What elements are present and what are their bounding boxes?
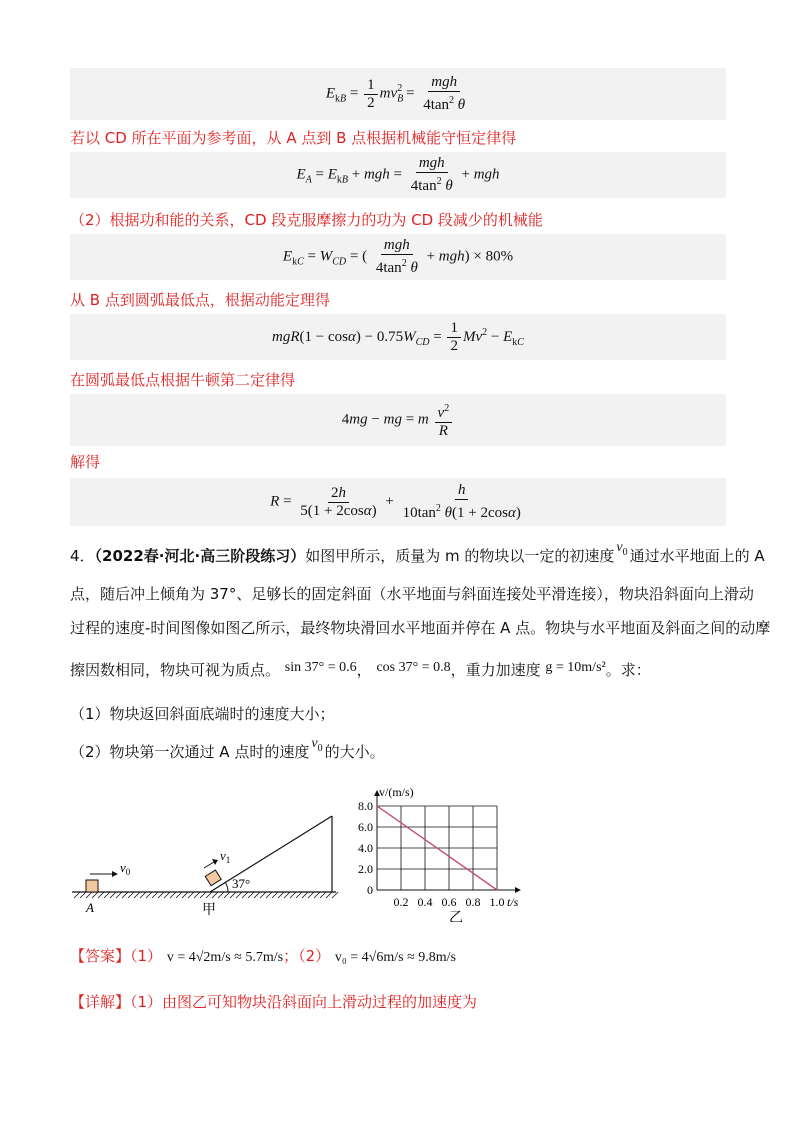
figure-jia bbox=[70, 800, 350, 920]
answer-line bbox=[70, 946, 750, 968]
problem-number: 4． bbox=[70, 547, 95, 565]
problem-text-1b: 通过水平地面上的 A bbox=[629, 547, 765, 565]
v0-label: $v_0$ bbox=[120, 860, 131, 877]
detail-tag: 【详解】 bbox=[70, 993, 131, 1011]
answer-tag: 【答案】 bbox=[70, 947, 131, 965]
x-axis-arrow bbox=[515, 887, 521, 893]
y-tick-label: 2.0 bbox=[358, 862, 373, 876]
x-tick-label: 0.4 bbox=[417, 895, 433, 909]
problem-text-4a: 擦因数相同，物块可视为质点。 bbox=[70, 661, 281, 679]
question-2b: 的大小。 bbox=[324, 743, 385, 761]
v0-symbol: $v_0$ bbox=[616, 540, 628, 558]
problem-text-4c: 。求： bbox=[605, 661, 651, 679]
y-axis-label: v/(m/s) bbox=[379, 785, 414, 799]
figure-jia-label: 甲 bbox=[202, 903, 216, 918]
angle-arc bbox=[225, 882, 228, 892]
incline-line bbox=[210, 816, 332, 892]
x-tick-label: 1.0 bbox=[489, 895, 505, 909]
detail-line bbox=[70, 992, 750, 1012]
detail-text: （1）由图乙可知物块沿斜面向上滑动过程的加速度为 bbox=[130, 993, 478, 1011]
y-tick-label: 0 bbox=[367, 883, 373, 897]
v1-label: $v_1$ bbox=[220, 848, 231, 865]
v1-arrow bbox=[204, 862, 214, 868]
problem-text-1: 如图甲所示，质量为 m 的物块以一定的初速度 bbox=[305, 547, 615, 565]
question-1: （1）物块返回斜面底端时的速度大小； bbox=[70, 705, 335, 723]
cos-value: cos 37° = 0.8 bbox=[376, 660, 451, 675]
point-a-label: A bbox=[86, 900, 94, 915]
v1-arrowhead bbox=[212, 859, 218, 865]
step-text-5: 解得 bbox=[70, 453, 101, 471]
angle-label: 37° bbox=[232, 876, 251, 891]
x-tick-label: 0.6 bbox=[441, 895, 457, 909]
formula-ekc: $E_{kC} = W_{CD}$ = ( $\frac{\text{mgh}}{4\tan^2 \theta}$ + mgh) × 80% bbox=[70, 234, 726, 280]
step-text-2: （2）根据功和能的关系，CD 段克服摩擦力的功为 CD 段减少的机械能 bbox=[70, 211, 543, 229]
x-axis-label: t/s bbox=[507, 895, 519, 909]
block-a bbox=[86, 880, 98, 892]
sin-value: sin 37° = 0.6 bbox=[284, 660, 357, 675]
formula-ea: $E_A = E_{kB}$ + mgh = $\frac{\text{mgh}}{4\tan^2 \theta}$ + mgh bbox=[70, 152, 726, 198]
problem-line-2: 点，随后冲上倾角为 37°、足够长的固定斜面（水平地面与斜面连接处平滑连接），物块沿斜面向上滑动 bbox=[70, 585, 754, 603]
question-2a: （2）物块第一次通过 A 点时的速度 bbox=[70, 743, 310, 761]
formula-work-energy: $mgR(1 - \cos\alpha) - 0.75W_{CD}$ = $\frac{1}{2}$ $Mv^2 - E_{kC}$ bbox=[70, 314, 726, 360]
answer-1-value: v = 4√2m/s ≈ 5.7m/s bbox=[166, 950, 284, 965]
figure-yi-label: 乙 bbox=[449, 911, 463, 922]
answer-2-value: v₀ = 4√6m/s ≈ 9.8m/s bbox=[334, 950, 456, 965]
x-tick-label: 0.8 bbox=[465, 895, 481, 909]
g-value: g = 10m/s² bbox=[545, 660, 606, 675]
v0-symbol-q2: $v_0$ bbox=[311, 736, 323, 754]
answer-separator: ；（2） bbox=[283, 947, 331, 965]
y-tick-label: 4.0 bbox=[358, 841, 373, 855]
y-tick-label: 8.0 bbox=[358, 799, 373, 813]
problem-source: （2022春·河北·高三阶段练习） bbox=[94, 547, 306, 565]
formula-r: R = $\frac{2h}{5(1 + 2\cos\alpha)}$ + $\frac{h}{10\tan^2 \theta(1 + 2\cos\alpha)}$ bbox=[70, 478, 726, 526]
formula-newton: 4mg − mg = m $\frac{v^2}{R}$ bbox=[70, 394, 726, 446]
question-2 bbox=[70, 736, 750, 769]
step-text-1: 若以 CD 所在平面为参考面，从 A 点到 B 点根据机械能守恒定律得 bbox=[70, 129, 517, 147]
ground-hatch bbox=[74, 892, 338, 898]
problem-line-1 bbox=[70, 540, 765, 573]
step-text-3: 从 B 点到圆弧最低点，根据动能定理得 bbox=[70, 291, 330, 309]
problem-text-4b: ，重力加速度 bbox=[450, 661, 541, 679]
problem-line-4: 擦因数相同，物块可视为质点。 sin 37° = 0.6， cos 37° = 0.8，重力加速度 g = 10m/s²。求： bbox=[70, 660, 651, 679]
v0-arrowhead bbox=[112, 871, 118, 877]
problem-line-3: 过程的速度-时间图像如图乙所示，最终物块滑回水平地面并停在 A 点。物块与水平地面及斜面之间的动摩 bbox=[70, 619, 771, 637]
x-tick-label: 0.2 bbox=[393, 895, 409, 909]
answer-part-1: （1） bbox=[130, 947, 163, 965]
block-incline bbox=[205, 870, 221, 886]
figure-yi-chart bbox=[345, 782, 545, 922]
y-tick-label: 6.0 bbox=[358, 820, 373, 834]
step-text-4: 在圆弧最低点根据牛顿第二定律得 bbox=[70, 371, 296, 389]
formula-ekb: $E_{kB}$ = $\frac{1}{2}$ $mv_B^2$ = $\frac{\text{mgh}}{4\tan^2 \theta}$ bbox=[70, 68, 726, 120]
